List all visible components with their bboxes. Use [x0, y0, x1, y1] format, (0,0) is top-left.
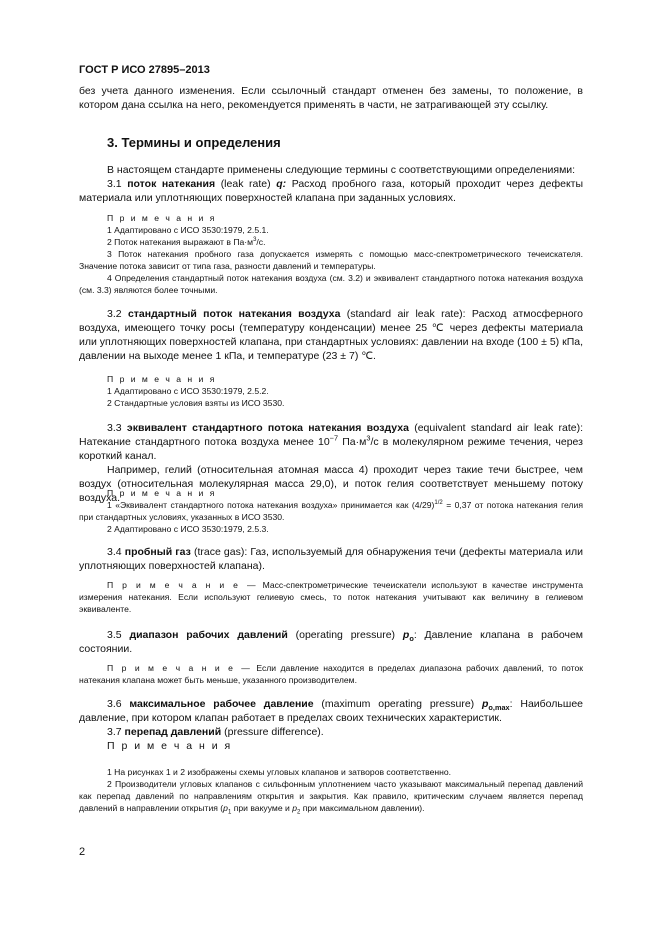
term-definition: Расход пробного газа, который проходит через дефекты материала или уплотняющих поверхностей клапана при заданных условиях.: [79, 178, 584, 204]
note-item: 3 Поток натекания пробного газа допускается измерять с помощью масс-спектрометрического течеискателя. Значение потока зависит от типа газа, разности давлений и температуры.: [79, 249, 583, 271]
lead-paragraph: В настоящем стандарте применены следующие термины с соответствующими определениями:: [107, 164, 576, 176]
note-item: 1 Адаптировано с ИСО 3530:1979, 2.5.1.: [107, 225, 269, 235]
notes-3-3: [79, 487, 583, 535]
note-item: 2 Адаптировано с ИСО 3530:1979, 2.5.3.: [107, 524, 269, 534]
note-item: 1 «Эквивалент стандартного потока натекания воздуха» принимается как $(4/29)^{1/2} = 0,37$ от потока натекания гелия при стандартных условиях, указанных в ИСО 3530.: [79, 500, 583, 522]
notes-3-7: [79, 766, 583, 814]
notes-label: П р и м е ч а н и я: [107, 488, 217, 498]
term-3-1: [79, 177, 583, 205]
term-3-2: [79, 307, 583, 363]
note-item: 4 Определения стандартный поток натекания воздуха (см. 3.2) и эквивалент стандартного потока натекания воздуха (см. 3.3) являются более точными.: [79, 273, 583, 295]
term-3-3-example: Например, гелий (относительная атомная масса 4) проходит через такие течи быстрее, чем воздух (относительная молекулярная масса 29,0), и поток гелия соответствует меньшему потоку воздуха.: [79, 464, 583, 504]
term-english: (operating pressure): [295, 629, 396, 641]
note-3-5: [79, 662, 583, 686]
term-number: 3.6: [107, 698, 122, 710]
term-english: (leak rate): [220, 178, 271, 190]
note-label: П р и м е ч а н и е —: [107, 663, 252, 673]
term-number: 3.1: [107, 178, 122, 190]
term-number: 3.3: [107, 422, 122, 434]
term-number: 3.7: [107, 726, 122, 738]
note-item: 2 Стандартные условия взяты из ИСО 3530.: [107, 398, 285, 408]
document-header: ГОСТ Р ИСО 27895–2013: [79, 64, 210, 76]
term-name: пробный газ: [124, 546, 191, 558]
term-3-6: 3.6 максимальное рабочее давление (maximum operating pressure) $p_{o,max}$: Наибольшее давление, при котором клапан работает в пределах своих технических характеристик.: [79, 698, 583, 724]
term-3-4: [79, 545, 583, 573]
notes-3-1: [79, 212, 583, 296]
note-item: 1 Адаптировано с ИСО 3530:1979, 2.5.2.: [107, 386, 269, 396]
notes-3-2: [79, 373, 583, 409]
intro-paragraph: без учета данного изменения. Если ссылочный стандарт отменен без замены, то положение, в котором дана ссылка на него, рекомендуется применять в части, не затрагивающей эту ссылку.: [79, 85, 583, 111]
term-name: перепад давлений: [124, 726, 222, 738]
term-english: (pressure difference).: [224, 726, 324, 738]
note-3-4: [79, 579, 583, 615]
page-number: 2: [79, 846, 86, 858]
term-definition: (trace gas): Газ, используемый для обнаружения течи (дефекты материала или уплотняющих поверхностей клапана).: [79, 546, 584, 572]
term-3-5: 3.5 диапазон рабочих давлений (operating pressure) $p_o$: Давление клапана в рабочем состоянии.: [79, 629, 584, 655]
term-number: 3.5: [107, 629, 122, 641]
section-title: 3. Термины и определения: [107, 135, 281, 150]
note-item: 1 На рисунках 1 и 2 изображены схемы угловых клапанов и затворов соответственно.: [107, 767, 452, 777]
term-name: стандартный поток натекания воздуха: [127, 308, 341, 320]
note-text: Масс-спектрометрические течеискатели используют в качестве инструмента измерения натекания. Если используют гелиевую смесь, то поток натекания учитывают как величину в гелиевом эквиваленте.: [79, 580, 584, 614]
note-item: 2 Поток натекания выражают в $Па\cdot м^3/с$.: [107, 237, 266, 247]
note-item: 2 Производители угловых клапанов с сильфонным уплотнением часто указывают максимальный перепад давлений как перепад давлений по направлениям открытия и закрытия. Как правило, критическим случаем является перепад давлений в направлении открытия ($p_1$ при вакууме и $p_2$ при максимальном давлении).: [79, 779, 583, 816]
term-name: поток натекания: [127, 178, 216, 190]
term-3-7: [79, 725, 583, 739]
term-number: 3.4: [107, 546, 122, 558]
term-name: диапазон рабочих давлений: [129, 629, 288, 641]
term-english: (maximum operating pressure): [321, 698, 475, 710]
term-name: максимальное рабочее давление: [129, 698, 314, 710]
notes-label: П р и м е ч а н и я: [107, 213, 217, 223]
term-definition: (standard air leak rate): Расход атмосферного воздуха, имеющего точку росы (температуру конденсации) менее 25 ℃ через дефекты материала или уплотняющих поверхностей клапана, при стандартных условиях: давлении на входе (100 ± 5) кПа, давлении на выходе менее 1 кПа, и температуре (23 ± 7) ℃.: [79, 308, 583, 362]
note-text: Если давление находится в пределах диапазона рабочих давлений, то поток натекания клапана может быть меньше, указанного производителем.: [79, 663, 583, 685]
notes-label: П р и м е ч а н и я: [107, 374, 217, 384]
term-name: эквивалент стандартного потока натекания воздуха: [126, 422, 409, 434]
term-number: 3.2: [107, 308, 122, 320]
note-label: П р и м е ч а н и е —: [107, 580, 258, 590]
term-symbol: q:: [276, 178, 287, 190]
notes-label-3-7: П р и м е ч а н и я: [107, 740, 233, 752]
term-3-3: 3.3 эквивалент стандартного потока натекания воздуха (equivalent standard air leak rate): Натекание стандартного потока воздуха менее $10^{-7}$ $Па\cdot м^3/с$ в молекулярном режиме течения, через короткий канал.: [79, 422, 583, 462]
